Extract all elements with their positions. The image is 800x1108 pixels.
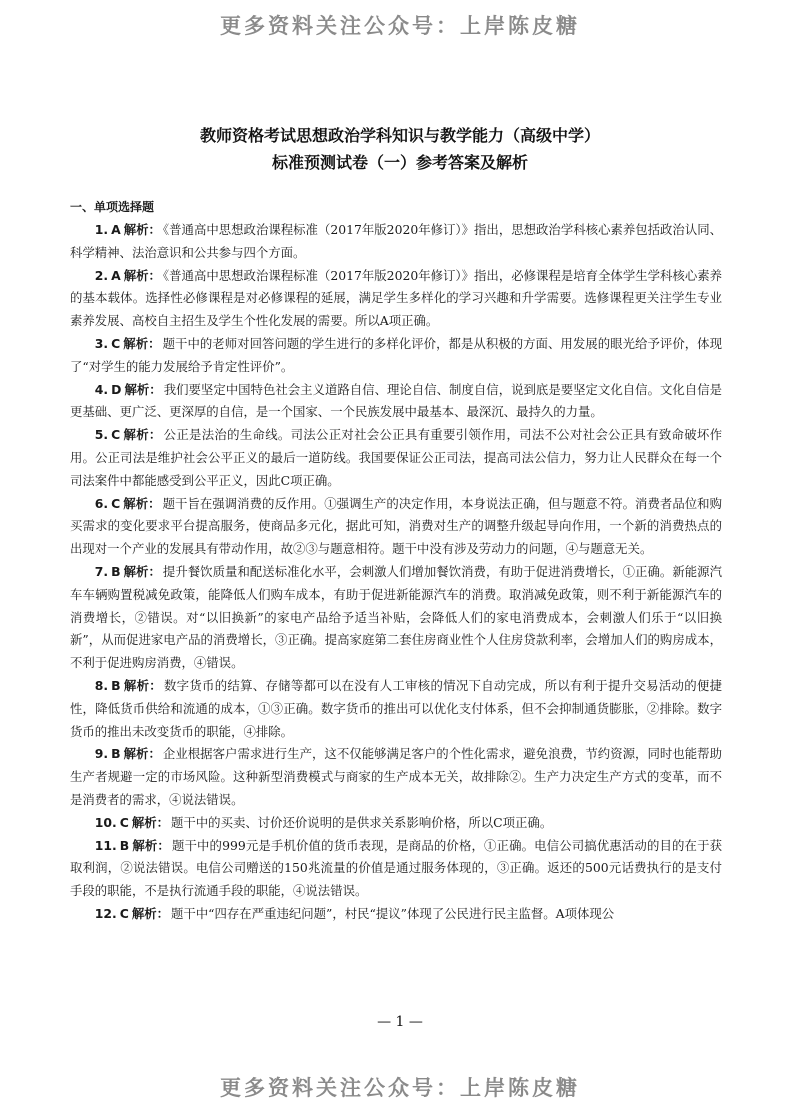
item-explanation: 题干中“四存在严重违纪问题”，村民“提议”体现了公民进行民主监督。A项体现公: [171, 905, 615, 921]
item-answer: C: [111, 427, 121, 443]
answer-item: [70, 743, 722, 811]
item-number: 12.: [94, 905, 117, 921]
item-number: 5.: [94, 427, 109, 443]
item-number: 6.: [94, 495, 109, 511]
page-number: — 1 —: [377, 1014, 423, 1030]
answer-item: [70, 333, 722, 379]
item-label: 解析：: [123, 267, 161, 283]
item-answer: B: [111, 746, 121, 762]
header-banner: 更多资料关注公众号：上岸陈皮糖: [220, 14, 580, 38]
item-label: 解析：: [123, 335, 161, 351]
item-answer: D: [111, 381, 122, 397]
answer-item: [70, 493, 722, 561]
section-title: 一、单项选择题: [70, 200, 155, 214]
item-explanation: 企业根据客户需求进行生产，这不仅能够满足客户的个性化需求，避免浪费，节约资源，同时也能帮助生产者规避一定的市场风险。这种新型消费模式与商家的生产成本无关，故排除②。生产力决定生产方式的变革，而不是消费者的需求，④说法错误。: [70, 746, 723, 807]
answer-item: [70, 675, 722, 743]
item-explanation: 题干中的老师对回答问题的学生进行的多样化评价，都是从积极的方面、用发展的眼光给予评价，体现了“对学生的能力发展给予肯定性评价”。: [70, 335, 723, 374]
title-block: [0, 122, 800, 176]
item-label: 解析：: [124, 381, 162, 397]
item-number: 11.: [94, 837, 117, 853]
item-explanation: 数字货币的结算、存储等都可以在没有人工审核的情况下自动完成，所以有利于提升交易活动的便捷性，降低货币供给和流通的成本，①③正确。数字货币的推出可以优化支付体系，但不会抑制通货膨胀，②排除。数字货币的推出未改变货币的职能，④排除。: [70, 677, 723, 739]
item-explanation: 题干中的买卖、讨价还价说明的是供求关系影响价格，所以C项正确。: [171, 814, 553, 830]
item-label: 解析：: [123, 495, 161, 511]
item-explanation: 题干中的999元是手机价值的货币表现，是商品的价格，①正确。电信公司搞优惠活动的目的在于获取利润，②说法错误。电信公司赠送的150兆流量的价值是通过服务体现的，③正确。返还的500元话费执行的是支付手段的职能，不是执行流通手段的职能，④说法错误。: [70, 837, 723, 899]
item-number: 7.: [94, 563, 109, 579]
item-answer: C: [111, 495, 121, 511]
item-label: 解析：: [131, 814, 170, 830]
item-number: 2.: [94, 267, 109, 283]
item-number: 4.: [94, 381, 109, 397]
item-number: 9.: [94, 746, 109, 762]
item-label: 解析：: [123, 746, 161, 762]
document-subtitle: 标准预测试卷（一）参考答案及解析: [271, 153, 528, 172]
document-title: 教师资格考试思想政治学科知识与教学能力（高级中学）: [199, 126, 600, 145]
answer-item: [70, 835, 722, 903]
item-number: 10.: [94, 814, 117, 830]
item-answer: A: [111, 222, 121, 237]
item-answer: C: [119, 905, 129, 921]
item-label: 解析：: [123, 563, 161, 579]
item-answer: C: [119, 814, 129, 830]
item-explanation: 公正是法治的生命线。司法公正对社会公正具有重要引领作用，司法不公对社会公正具有致命破坏作用。公正司法是维护社会公平正义的最后一道防线。我国要保证公正司法，提高司法公信力，努力让人民群众在每一个司法案件中都能感受到公平正义，因此C项正确。: [70, 427, 723, 488]
answer-item: [70, 812, 722, 835]
item-explanation: 《普通高中思想政治课程标准（2017年版2020年修订）》指出，思想政治学科核心素养包括政治认同、科学精神、法治意识和公共参与四个方面。: [70, 222, 723, 260]
item-label: 解析：: [132, 837, 170, 853]
footer-banner: 更多资料关注公众号：上岸陈皮糖: [220, 1076, 580, 1100]
answer-list: [70, 219, 722, 926]
item-number: 8.: [94, 677, 109, 693]
item-label: 解析：: [123, 677, 162, 693]
item-label: 解析：: [131, 905, 170, 921]
item-answer: B: [111, 677, 121, 693]
item-label: 解析：: [123, 427, 162, 443]
item-number: 1.: [94, 222, 109, 237]
answer-item: [70, 219, 722, 265]
answer-item: [70, 265, 722, 333]
answer-item: [70, 424, 722, 492]
item-answer: B: [111, 563, 121, 579]
item-label: 解析：: [123, 222, 161, 237]
item-answer: C: [111, 335, 121, 351]
item-explanation: 我们要坚定中国特色社会主义道路自信、理论自信、制度自信，说到底是要坚定文化自信。文化自信是更基础、更广泛、更深厚的自信，是一个国家、一个民族发展中最基本、最深沉、最持久的力量。: [70, 381, 723, 420]
item-explanation: 《普通高中思想政治课程标准（2017年版2020年修订）》指出，必修课程是培育全体学生学科核心素养的基本载体。选择性必修课程是对必修课程的延展，满足学生多样化的学习兴趣和升学需要。选修课程更关注学生专业素养发展、高校自主招生及学生个性化发展的需要。所以A项正确。: [70, 267, 723, 329]
answer-item: [70, 903, 722, 926]
item-explanation: 题干旨在强调消费的反作用。①强调生产的决定作用，本身说法正确，但与题意不符。消费者品位和购买需求的变化要求平台提高服务，使商品多元化，据此可知，消费对生产的调整升级起导向作用，一个新的消费热点的出现对一个产业的发展具有带动作用，故②③与题意相符。题干中没有涉及劳动力的问题，④与题意无关。: [70, 495, 723, 557]
answer-content: [70, 196, 722, 926]
item-answer: B: [119, 837, 130, 853]
item-number: 3.: [94, 335, 109, 351]
item-explanation: 提升餐饮质量和配送标准化水平，会刺激人们增加餐饮消费，有助于促进消费增长，①正确。新能源汽车车辆购置税减免政策，能降低人们购车成本，有助于促进新能源汽车的消费。取消减免政策，则不利于新能源汽车的消费增长，②错误。对“以旧换新”的家电产品给予适当补贴，会降低人们的家电消费成本，会刺激人们乐于“以旧换新”，从而促进家电产品的消费增长，③正确。提高家庭第二套住房商业性个人住房贷款利率，会增加人们的购房成本，不利于促进购房消费，④错误。: [70, 563, 723, 671]
answer-item: [70, 379, 722, 425]
answer-item: [70, 561, 722, 675]
item-answer: A: [111, 267, 121, 283]
